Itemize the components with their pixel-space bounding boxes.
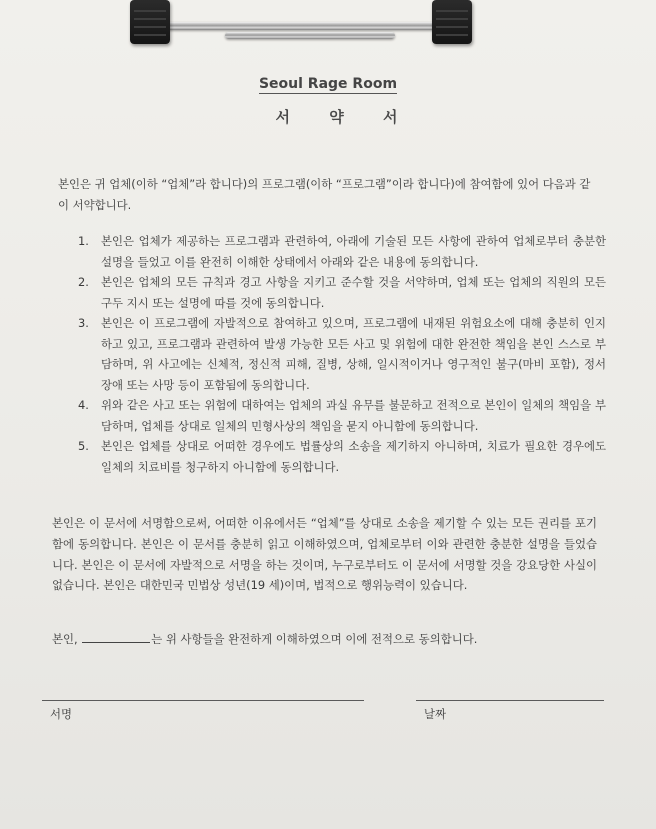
clause-number: 5. — [78, 439, 89, 453]
consent-suffix: 는 위 사항들을 완전하게 이해하였으며 이에 전적으로 동의합니다. — [151, 632, 478, 646]
clause-number: 4. — [78, 398, 89, 412]
clause-text: 본인은 업체를 상대로 어떠한 경우에도 법률상의 소송을 제기하지 아니하며, 치료가 필요한 경우에도 일체의 치료비를 청구하지 아니함에 동의합니다. — [101, 439, 606, 474]
brand-name: Seoul Rage Room — [258, 76, 398, 92]
date-line[interactable] — [416, 700, 604, 701]
clause-item — [78, 231, 606, 272]
clause-text: 본인은 이 프로그램에 자발적으로 참여하고 있으며, 프로그램에 내재된 위험요소에 대해 충분히 인지하고 있고, 프로그램과 관련하여 발생 가능한 모든 사고 및 위험에 대한 완전한 책임을 본인 스스로 부담하며, 위 사고에는 신체적, 정신적 피해, 질병, 상해, 일시적이거나 영구적인 불구(마비 포함), 정서 장애 또는 사망 등이 포함됨에 동의합니다. — [101, 316, 606, 392]
clause-item — [78, 272, 606, 313]
intro-paragraph: 본인은 귀 업체(이하 “업체”라 합니다)의 프로그램(이하 “프로그램”이라 합니다)에 참여함에 있어 다음과 같이 서약합니다. — [58, 177, 591, 212]
signature-label: 서명 — [50, 707, 73, 721]
clause-text: 위와 같은 사고 또는 위험에 대하여는 업체의 과실 유무를 불문하고 전적으로 본인이 일체의 책임을 부담하며, 업체를 상대로 일체의 민형사상의 책임을 묻지 아니함에 동의합니다. — [101, 398, 606, 433]
date-label: 날짜 — [424, 707, 447, 721]
signature-line[interactable] — [42, 700, 364, 701]
name-blank[interactable] — [82, 630, 150, 643]
clause-item — [78, 436, 606, 477]
clause-text: 본인은 업체가 제공하는 프로그램과 관련하여, 아래에 기술된 모든 사항에 관하여 업체로부터 충분한 설명을 들었고 이를 완전히 이해한 상태에서 아래와 같은 내용에 동의합니다. — [101, 234, 606, 269]
page-title: 서 약 서 — [275, 108, 415, 126]
clause-list — [78, 231, 606, 477]
clipboard-clip — [120, 0, 500, 60]
clause-number: 3. — [78, 316, 89, 330]
clause-text: 본인은 업체의 모든 규칙과 경고 사항을 지키고 준수할 것을 서약하며, 업체 또는 업체의 직원의 모든 구두 지시 또는 설명에 따를 것에 동의합니다. — [101, 275, 606, 310]
waiver-paragraph: 본인은 이 문서에 서명함으로써, 어떠한 이유에서든 “업체”를 상대로 소송을 제기할 수 있는 모든 권리를 포기함에 동의합니다. 본인은 이 문서를 충분히 읽고 이해하였으며, 업체로부터 이와 관련한 충분한 설명을 들었습니다. 본인은 이 문서에 자발적으로 서명을 하는 것이며, 누구로부터도 이 문서에 서명할 것을 강요당한 사실이 없습니다. 본인은 대한민국 민법상 성년(19 세)이며, 법적으로 행위능력이 있습니다. — [52, 516, 597, 593]
consent-statement — [52, 629, 612, 650]
clause-item — [78, 313, 606, 395]
clause-number: 1. — [78, 234, 89, 248]
clause-item — [78, 395, 606, 436]
clause-number: 2. — [78, 275, 89, 289]
consent-prefix: 본인, — [52, 632, 78, 646]
